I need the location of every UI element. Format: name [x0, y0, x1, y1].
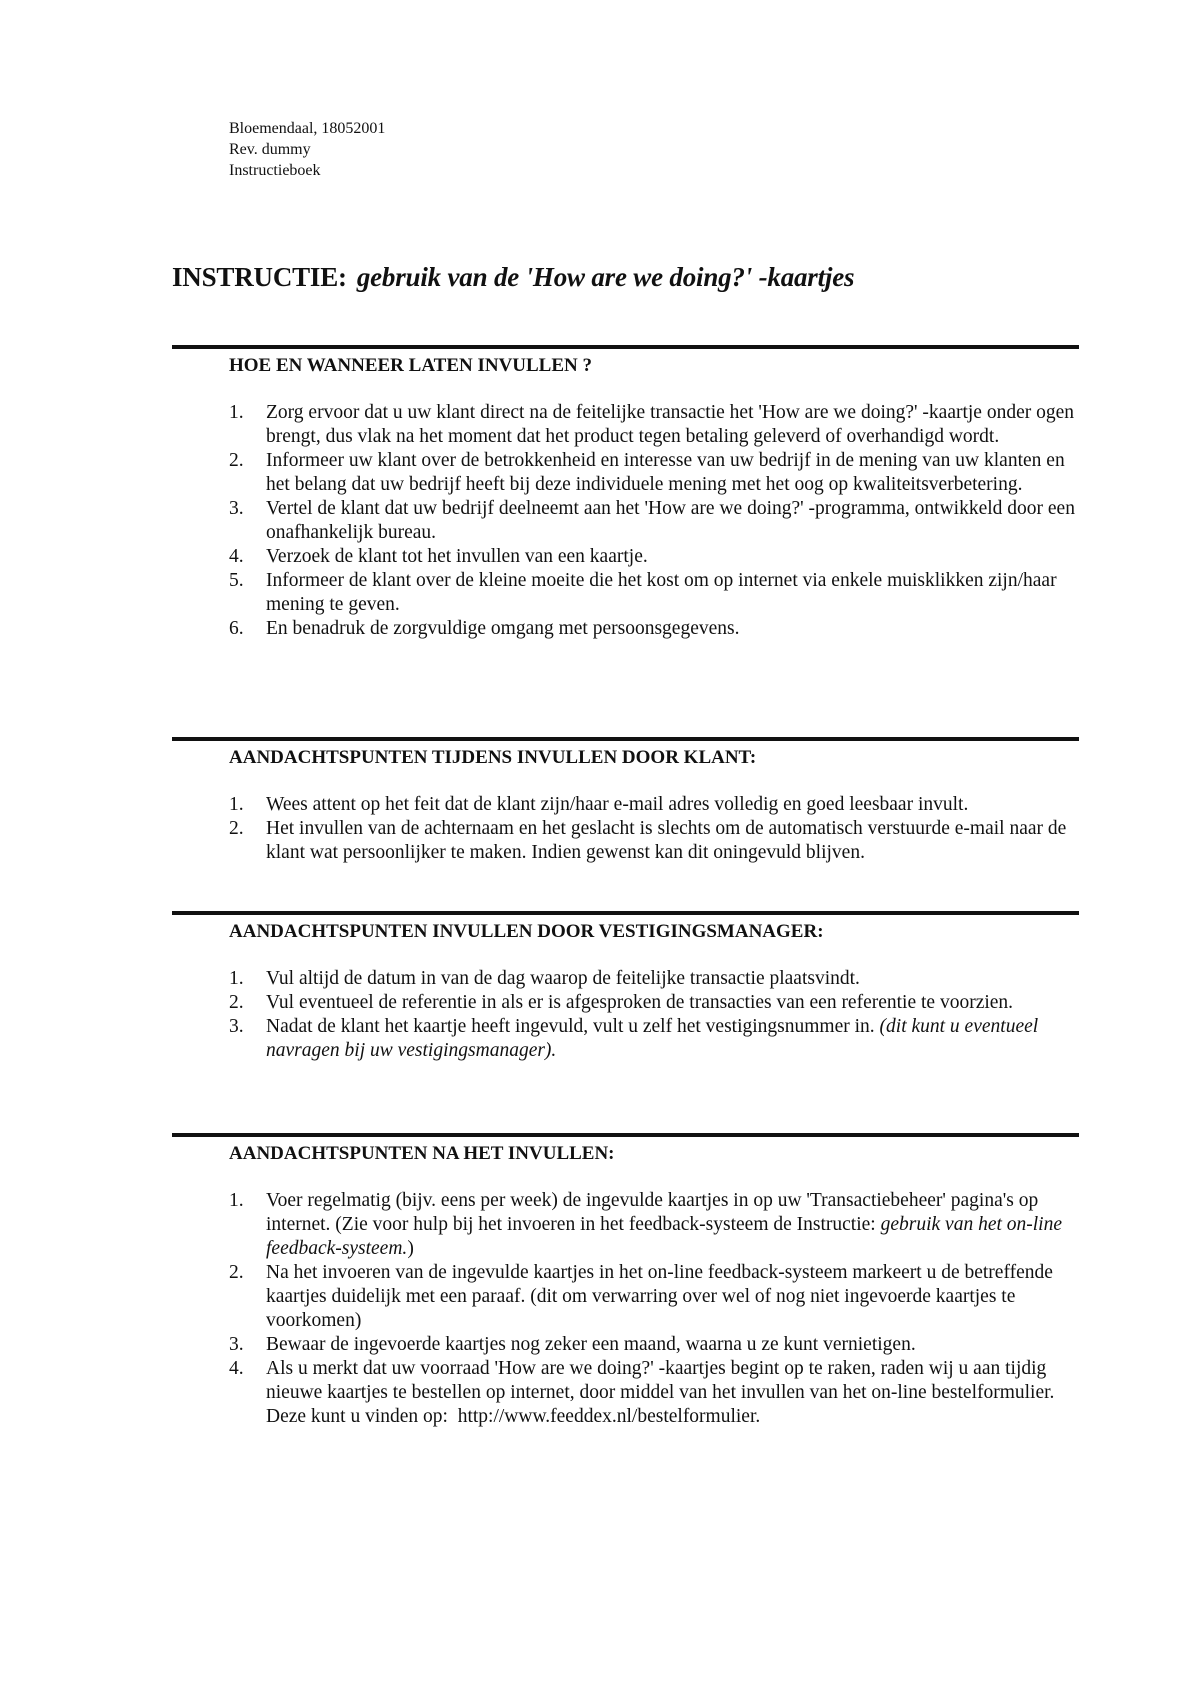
item-number: 1.	[229, 402, 244, 423]
instruction-list	[229, 1189, 1079, 1429]
list-item	[229, 569, 1079, 617]
item-number: 3.	[229, 498, 244, 519]
item-text-wrap	[266, 1015, 1079, 1063]
item-text: Vul eventueel de referentie in als er is afgesproken de transacties van een referentie te voorzien.	[266, 992, 1014, 1013]
instruction-list	[229, 967, 1079, 1063]
item-number: 2.	[229, 450, 244, 471]
list-item	[229, 991, 1079, 1015]
item-number: 6.	[229, 618, 244, 639]
item-number: 4.	[229, 1358, 244, 1379]
item-number: 1.	[229, 794, 244, 815]
item-text: Informeer de klant over de kleine moeite die het kost om op internet via enkele muisklikken zijn/haar mening te geven.	[266, 570, 1057, 615]
order-form-link[interactable]: http://www.feeddex.nl/bestelformulier.	[457, 1406, 761, 1427]
item-text: Na het invoeren van de ingevulde kaartjes in het on-line feedback-systeem markeert u de betreffende kaartjes duidelijk met een paraaf. (dit om verwarring over wel of nog niet ingevoerde kaartjes te voorkomen)	[266, 1262, 1053, 1331]
item-text-wrap	[266, 1357, 1079, 1429]
list-item	[229, 401, 1079, 449]
section-hoe-en-wanneer	[172, 345, 1079, 641]
item-number: 1.	[229, 1190, 244, 1211]
section-divider	[172, 345, 1079, 349]
page-title	[172, 262, 854, 293]
item-text: Vertel de klant dat uw bedrijf deelneemt aan het 'How are we doing?' -programma, ontwikkeld door een onafhankelijk bureau.	[266, 498, 1075, 543]
instruction-list	[229, 793, 1079, 865]
item-text: Bewaar de ingevoerde kaartjes nog zeker een maand, waarna u ze kunt vernietigen.	[266, 1334, 916, 1355]
list-item	[229, 497, 1079, 545]
instruction-list	[229, 401, 1079, 641]
section-divider	[172, 737, 1079, 741]
section-na-het-invullen	[172, 1133, 1079, 1429]
item-text: Het invullen van de achternaam en het geslacht is slechts om de automatisch verstuurde e-mail naar de klant wat persoonlijker te maken. Indien gewenst kan dit oningevuld blijven.	[266, 818, 1067, 863]
item-text: Informeer uw klant over de betrokkenheid en interesse van uw bedrijf in de mening van uw klanten en het belang dat uw bedrijf heeft bij deze individuele mening met het oog op kwaliteitsverbetering.	[266, 450, 1065, 495]
revision: Rev. dummy	[229, 141, 311, 158]
location-date: Bloemendaal, 18052001	[229, 120, 386, 137]
list-item	[229, 449, 1079, 497]
section-heading: AANDACHTSPUNTEN TIJDENS INVULLEN DOOR KLANT:	[229, 747, 757, 768]
list-item	[229, 1261, 1079, 1333]
section-tijdens-invullen-klant	[172, 737, 1079, 865]
item-number: 2.	[229, 818, 244, 839]
list-item	[229, 967, 1079, 991]
document-meta	[229, 118, 385, 181]
list-item	[229, 1189, 1079, 1261]
item-text: Als u merkt dat uw voorraad 'How are we doing?' -kaartjes begint op te raken, raden wij u aan tijdig nieuwe kaartjes te bestellen op internet, door middel van het invullen van het on-line bestelformulier. Deze kunt u vinden op:	[266, 1358, 1055, 1427]
item-text-wrap	[266, 1189, 1079, 1261]
item-number: 4.	[229, 546, 244, 567]
item-number: 2.	[229, 992, 244, 1013]
item-number: 3.	[229, 1016, 244, 1037]
item-number: 3.	[229, 1334, 244, 1355]
list-item	[229, 793, 1079, 817]
title-prefix: INSTRUCTIE:	[172, 262, 347, 292]
list-item	[229, 1357, 1079, 1429]
section-heading: AANDACHTSPUNTEN NA HET INVULLEN:	[229, 1143, 615, 1164]
list-item	[229, 1333, 1079, 1357]
section-heading: HOE EN WANNEER LATEN INVULLEN ?	[229, 355, 593, 376]
item-text: Verzoek de klant tot het invullen van een kaartje.	[266, 546, 648, 567]
list-item	[229, 1015, 1079, 1063]
item-italic-note: (dit kunt u eventueel navragen bij uw vestigingsmanager).	[266, 1016, 1039, 1061]
list-item	[229, 817, 1079, 865]
item-text: Nadat de klant het kaartje heeft ingevuld, vult u zelf het vestigingsnummer in.	[266, 1016, 875, 1037]
item-tail: )	[407, 1238, 414, 1259]
section-heading: AANDACHTSPUNTEN INVULLEN DOOR VESTIGINGSMANAGER:	[229, 921, 824, 942]
item-number: 1.	[229, 968, 244, 989]
section-divider	[172, 911, 1079, 915]
list-item	[229, 545, 1079, 569]
section-divider	[172, 1133, 1079, 1137]
item-italic-reference: gebruik van het on-line feedback-systeem.	[266, 1214, 1062, 1259]
item-number: 2.	[229, 1262, 244, 1283]
book-name: Instructieboek	[229, 162, 321, 179]
item-text: Wees attent op het feit dat de klant zijn/haar e-mail adres volledig en goed leesbaar invult.	[266, 794, 969, 815]
section-invullen-vestigingsmanager	[172, 911, 1079, 1063]
item-text: En benadruk de zorgvuldige omgang met persoonsgegevens.	[266, 618, 740, 639]
item-text: Zorg ervoor dat u uw klant direct na de feitelijke transactie het 'How are we doing?' -kaartje onder ogen brengt, dus vlak na het moment dat het product tegen betaling geleverd of overhandigd wordt.	[266, 402, 1075, 447]
title-subtitle: gebruik van de 'How are we doing?' -kaartjes	[356, 262, 855, 292]
item-text: Voer regelmatig (bijv. eens per week) de ingevulde kaartjes in op uw 'Transactiebeheer' pagina's op internet. (Zie voor hulp bij het invoeren in het feedback-systeem de Instructie:	[266, 1190, 1039, 1235]
item-number: 5.	[229, 570, 244, 591]
item-text: Vul altijd de datum in van de dag waarop de feitelijke transactie plaatsvindt.	[266, 968, 860, 989]
list-item	[229, 617, 1079, 641]
